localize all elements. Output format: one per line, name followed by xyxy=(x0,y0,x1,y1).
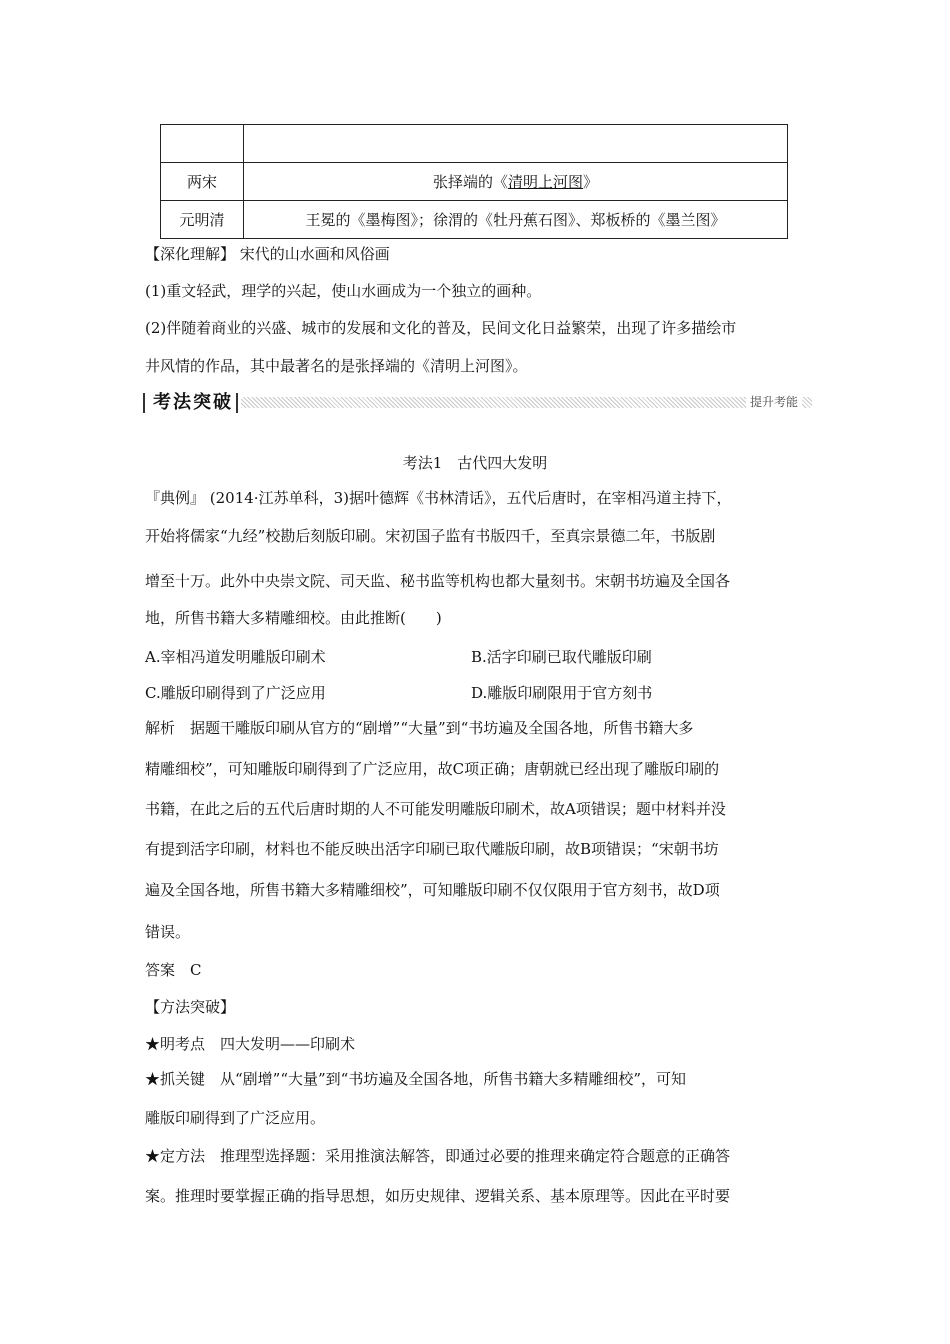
section-banner xyxy=(143,391,812,415)
period-cell xyxy=(161,125,244,163)
content-cell xyxy=(244,125,788,163)
option-a: A.宰相冯道发明雕版印刷术 xyxy=(145,648,326,666)
content-cell xyxy=(244,163,788,201)
analysis-line: 精雕细校”，可知雕版印刷得到了广泛应用，故C项正确；唐朝就已经出现了雕版印刷的 xyxy=(145,760,720,778)
answer: 答案 C xyxy=(145,961,202,979)
breakthrough-key: 雕版印刷得到了广泛应用。 xyxy=(145,1109,326,1127)
table-row xyxy=(161,125,788,163)
example-line: 开始将儒家“九经”校勘后刻版印刷。宋初国子监有书版四千，至真宗景德二年，书版剧 xyxy=(145,527,716,545)
option-c: C.雕版印刷得到了广泛应用 xyxy=(145,684,326,702)
banner-title: 考法突破 xyxy=(153,392,233,413)
analysis-line: 有提到活字印刷，材料也不能反映出活字印刷已取代雕版印刷，故B项错误；“宋朝书坊 xyxy=(145,840,719,858)
table-row xyxy=(161,201,788,239)
breakthrough-method: ★定方法 推理型选择题：采用推演法解答，即通过必要的推理来确定符合题意的正确答 xyxy=(145,1147,731,1165)
period-cell: 元明清 xyxy=(161,201,244,239)
example-line: 地，所售书籍大多精雕细校。由此推断( ) xyxy=(145,609,442,627)
banner-hatch xyxy=(241,397,812,408)
period-cell: 两宋 xyxy=(161,163,244,201)
example-line: 『典例』 (2014·江苏单科，3)据叶德辉《书林清话》，五代后唐时，在宰相冯道主持下， xyxy=(145,489,732,507)
art-history-table xyxy=(160,124,788,239)
option-b: B.活字印刷已取代雕版印刷 xyxy=(471,648,652,666)
banner-subtitle: 提升考能 xyxy=(746,393,802,411)
painting-link: 清明上河图 xyxy=(507,173,583,191)
example-line: 增至十万。此外中央崇文院、司天监、秘书监等机构也都大量刻书。宋朝书坊遍及全国各 xyxy=(145,572,731,590)
deep-paragraph: 井风情的作品，其中最著名的是张择端的《清明上河图》。 xyxy=(145,357,528,375)
banner-bar xyxy=(143,393,145,413)
option-d: D.雕版印刷限用于官方刻书 xyxy=(471,684,653,702)
analysis-line: 书籍，在此之后的五代后唐时期的人不可能发明雕版印刷术，故A项错误；题中材料并没 xyxy=(145,800,726,818)
breakthrough-method: 案。推理时要掌握正确的指导思想，如历史规律、逻辑关系、基本原理等。因此在平时要 xyxy=(145,1187,731,1205)
deep-paragraph: (1)重文轻武，理学的兴起，使山水画成为一个独立的画种。 xyxy=(145,282,542,300)
table-row xyxy=(161,163,788,201)
analysis-line: 遍及全国各地，所售书籍大多精雕细校”，可知雕版印刷不仅仅限用于官方刻书，故D项 xyxy=(145,881,720,899)
analysis-line: 解析 据题干雕版印刷从官方的“剧增”“大量”到“书坊遍及全国各地，所售书籍大多 xyxy=(145,719,694,737)
deep-heading: 【深化理解】 宋代的山水画和风俗画 xyxy=(145,245,390,263)
deep-paragraph: (2)伴随着商业的兴盛、城市的发展和文化的普及，民间文化日益繁荣，出现了许多描绘市 xyxy=(145,319,737,337)
content-text: 》 xyxy=(583,173,599,191)
breakthrough-key: ★抓关键 从“剧增”“大量”到“书坊遍及全国各地，所售书籍大多精雕细校”，可知 xyxy=(145,1070,687,1088)
breakthrough-point: ★明考点 四大发明——印刷术 xyxy=(145,1035,356,1053)
banner-bar xyxy=(236,393,238,413)
content-cell: 王冕的《墨梅图》；徐渭的《牡丹蕉石图》、郑板桥的《墨兰图》 xyxy=(244,201,788,239)
breakthrough-heading: 【方法突破】 xyxy=(145,998,236,1016)
analysis-line: 错误。 xyxy=(145,923,191,941)
method-title: 考法1 古代四大发明 xyxy=(402,454,548,472)
content-text: 张择端的《 xyxy=(432,173,508,191)
